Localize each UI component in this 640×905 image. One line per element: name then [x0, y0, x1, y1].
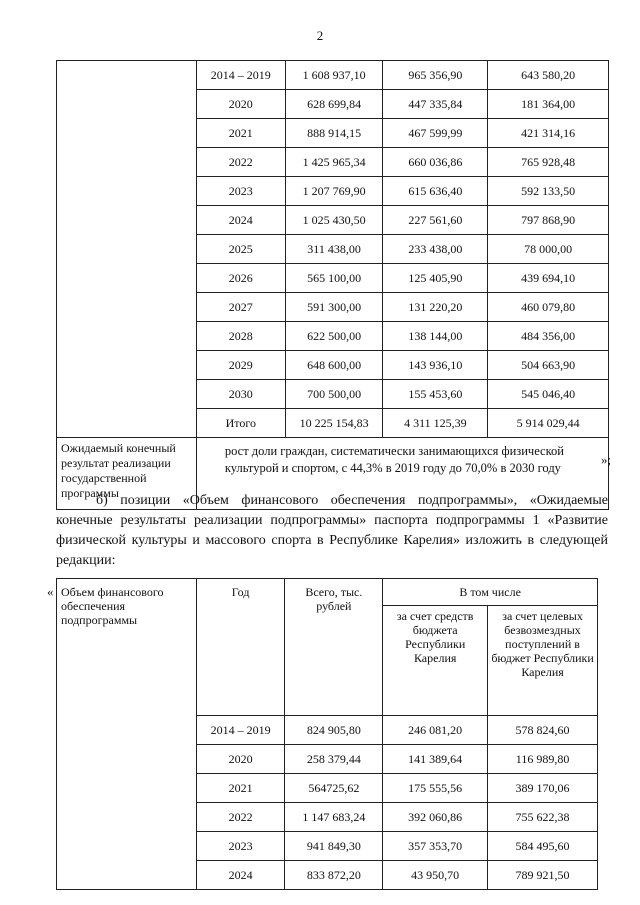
year-cell: 2024 [196, 206, 285, 235]
budget-cell: 965 356,90 [383, 61, 488, 90]
year-cell: 2023 [196, 177, 285, 206]
total-cell: 648 600,00 [285, 351, 383, 380]
year-cell: 2014 – 2019 [196, 716, 285, 745]
including-header: В том числе [383, 579, 598, 606]
page-number: 2 [316, 28, 324, 43]
grants-cell: 460 079,80 [488, 293, 609, 322]
budget-cell: 175 555,56 [383, 774, 488, 803]
subprogram-funding-table [56, 578, 598, 890]
total-cell: 1 025 430,50 [285, 206, 383, 235]
table-row [57, 61, 609, 90]
year-cell: 2020 [196, 745, 285, 774]
grants-cell: 504 663,90 [488, 351, 609, 380]
grants-cell: 643 580,20 [488, 61, 609, 90]
grants-cell: 789 921,50 [488, 861, 598, 890]
total-cell: 700 500,00 [285, 380, 383, 409]
grants-header: за счет целевых безвозмездных поступлений в бюджет Республики Карелия [488, 606, 598, 716]
year-cell: 2028 [196, 322, 285, 351]
total-cell: 1 425 965,34 [285, 148, 383, 177]
total-cell: 258 379,44 [285, 745, 383, 774]
year-cell: Итого [196, 409, 285, 438]
budget-cell: 131 220,20 [383, 293, 488, 322]
grants-cell: 116 989,80 [488, 745, 598, 774]
budget-cell: 357 353,70 [383, 832, 488, 861]
amendment-paragraph: б) позиции «Объем финансового обеспечения подпрограммы», «Ожидаемые конечные результаты реализации подпрограммы» паспорта подпрограммы 1 «Развитие физической культуры и массового спорта в Республике Карелия» изложить в следующей редакции: [56, 493, 608, 568]
state-program-funding-table [56, 60, 612, 510]
year-header: Год [196, 579, 285, 716]
total-cell: 10 225 154,83 [285, 409, 383, 438]
subprogram-label-cell: Объем финансового обеспечения подпрограммы [57, 579, 197, 890]
grants-cell: 5 914 029,44 [488, 409, 609, 438]
year-cell: 2025 [196, 235, 285, 264]
total-cell: 622 500,00 [285, 322, 383, 351]
budget-header: за счет средств бюджета Республики Карелия [383, 606, 488, 716]
total-cell: 824 905,80 [285, 716, 383, 745]
budget-cell: 392 060,86 [383, 803, 488, 832]
total-cell: 1 207 769,90 [285, 177, 383, 206]
budget-cell: 227 561,60 [383, 206, 488, 235]
budget-cell: 143 936,10 [383, 351, 488, 380]
grants-cell: 584 495,60 [488, 832, 598, 861]
opening-quote-mark: « [47, 584, 54, 599]
closing-quote-mark: »; [601, 452, 612, 467]
grants-cell: 78 000,00 [488, 235, 609, 264]
budget-cell: 155 453,60 [383, 380, 488, 409]
year-cell: 2022 [196, 803, 285, 832]
year-cell: 2021 [196, 774, 285, 803]
year-cell: 2023 [196, 832, 285, 861]
budget-cell: 138 144,00 [383, 322, 488, 351]
grants-cell: 797 868,90 [488, 206, 609, 235]
total-cell: 628 699,84 [285, 90, 383, 119]
total-cell: 1 147 683,24 [285, 803, 383, 832]
year-cell: 2014 – 2019 [196, 61, 285, 90]
budget-cell: 4 311 125,39 [383, 409, 488, 438]
total-header: Всего, тыс. рублей [285, 579, 383, 716]
grants-cell: 592 133,50 [488, 177, 609, 206]
grants-cell: 421 314,16 [488, 119, 609, 148]
budget-cell: 43 950,70 [383, 861, 488, 890]
budget-cell: 125 405,90 [383, 264, 488, 293]
year-cell: 2030 [196, 380, 285, 409]
table-header-row [57, 579, 598, 606]
year-cell: 2020 [196, 90, 285, 119]
total-cell: 311 438,00 [285, 235, 383, 264]
total-cell: 565 100,00 [285, 264, 383, 293]
table-empty-label-cell [57, 61, 197, 438]
year-cell: 2024 [196, 861, 285, 890]
total-cell: 833 872,20 [285, 861, 383, 890]
grants-cell: 578 824,60 [488, 716, 598, 745]
grants-cell: 484 356,00 [488, 322, 609, 351]
total-cell: 888 914,15 [285, 119, 383, 148]
year-cell: 2022 [196, 148, 285, 177]
grants-cell: 439 694,10 [488, 264, 609, 293]
budget-cell: 246 081,20 [383, 716, 488, 745]
budget-cell: 615 636,40 [383, 177, 488, 206]
grants-cell: 389 170,06 [488, 774, 598, 803]
expected-result-text: рост доли граждан, систематически занимающихся физической культурой и спортом, с 44,3% в 2019 году до 70,0% в 2030 году [196, 438, 608, 510]
year-cell: 2027 [196, 293, 285, 322]
total-cell: 591 300,00 [285, 293, 383, 322]
grants-cell: 181 364,00 [488, 90, 609, 119]
total-cell: 1 608 937,10 [285, 61, 383, 90]
expected-result-label: Ожидаемый конечный результат реализации государственной программы [57, 438, 197, 510]
grants-cell: 765 928,48 [488, 148, 609, 177]
budget-cell: 233 438,00 [383, 235, 488, 264]
total-cell: 564725,62 [285, 774, 383, 803]
grants-cell: 755 622,38 [488, 803, 598, 832]
total-cell: 941 849,30 [285, 832, 383, 861]
year-cell: 2026 [196, 264, 285, 293]
budget-cell: 467 599,99 [383, 119, 488, 148]
year-cell: 2029 [196, 351, 285, 380]
budget-cell: 660 036,86 [383, 148, 488, 177]
budget-cell: 447 335,84 [383, 90, 488, 119]
grants-cell: 545 046,40 [488, 380, 609, 409]
year-cell: 2021 [196, 119, 285, 148]
budget-cell: 141 389,64 [383, 745, 488, 774]
